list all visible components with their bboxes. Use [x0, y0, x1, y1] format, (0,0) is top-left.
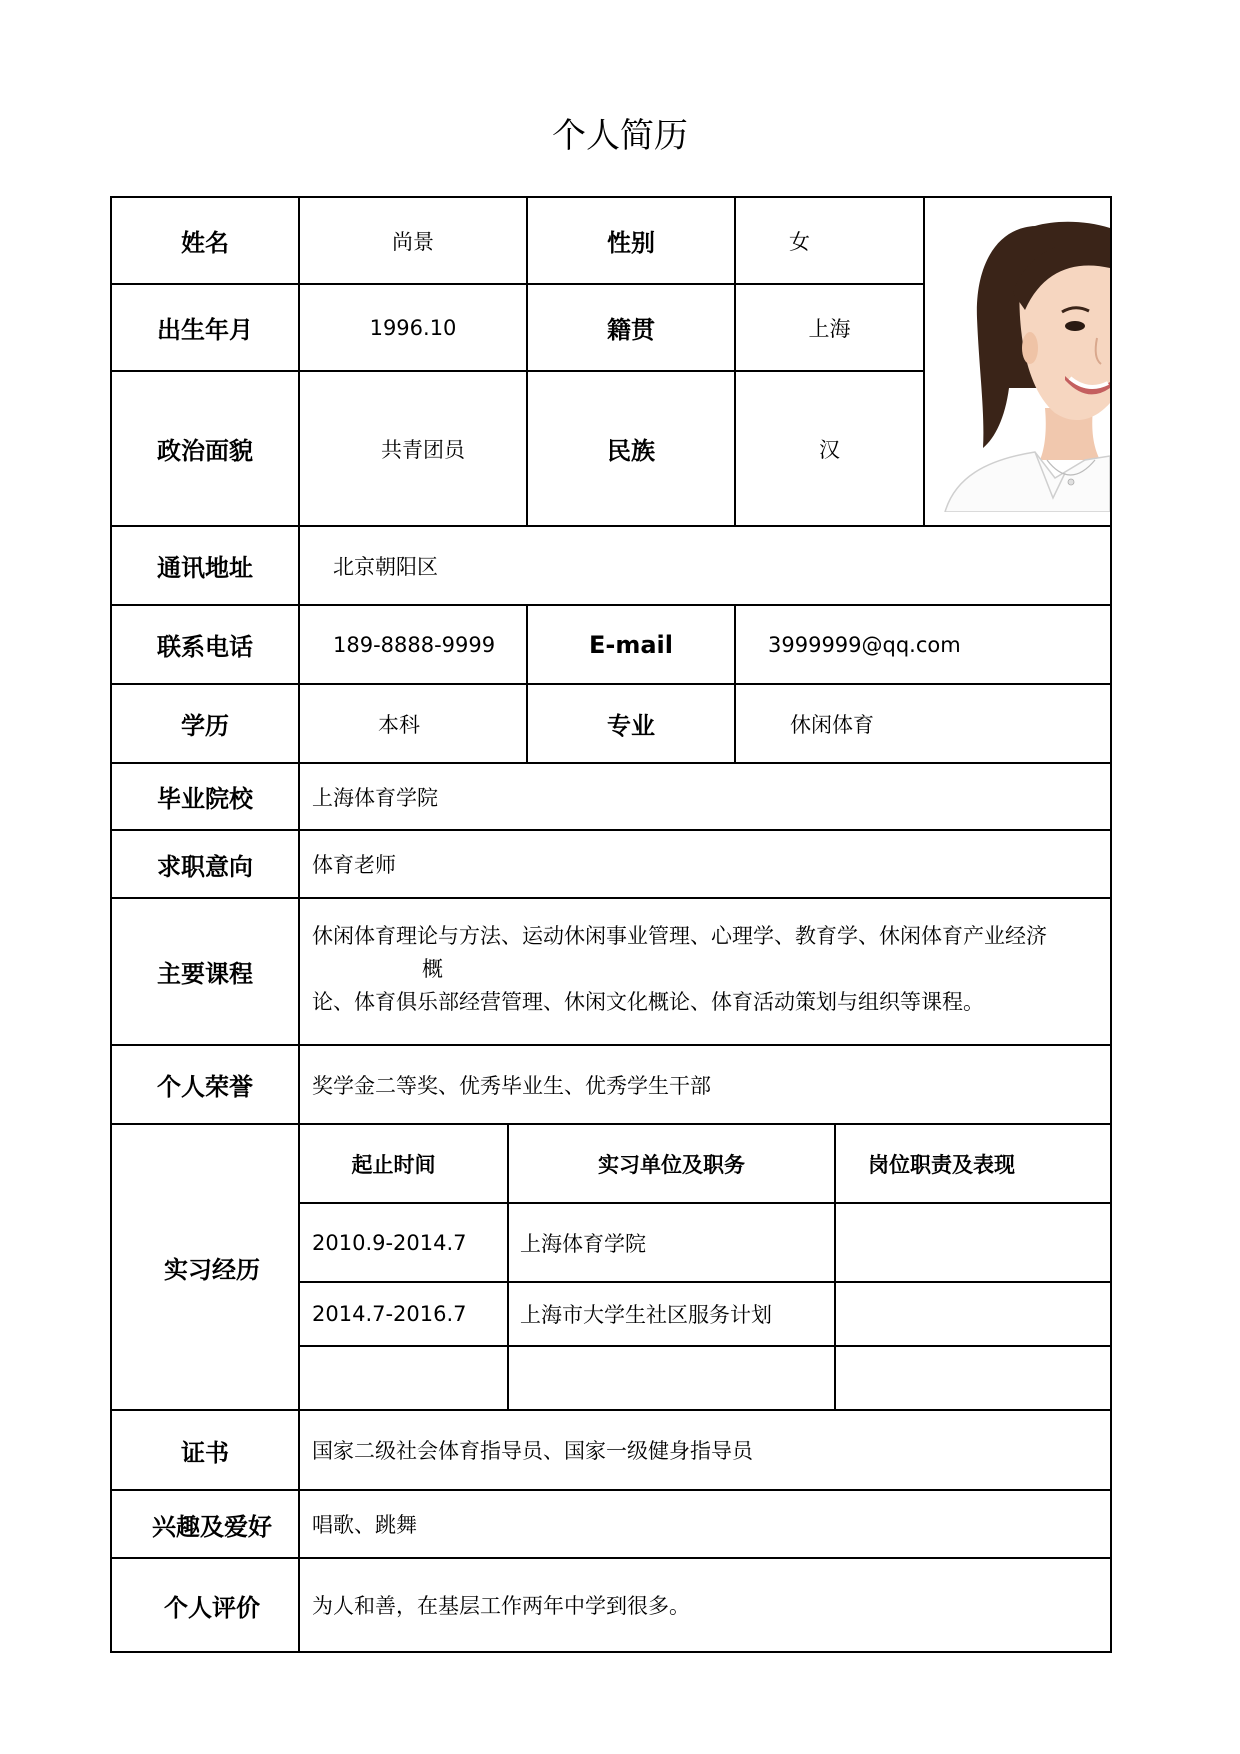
political-value: 共青团员	[381, 437, 465, 462]
birth-label: 出生年月	[157, 316, 253, 344]
internship-duties	[846, 1283, 1110, 1345]
internship-header-duties: 岗位职责及表现	[868, 1152, 1015, 1177]
school-label: 毕业院校	[157, 785, 253, 813]
profile-photo	[925, 198, 1110, 512]
internship-duties	[846, 1347, 1110, 1409]
major-label: 专业	[607, 712, 655, 740]
courses-value	[312, 920, 1108, 1019]
internship-header-period: 起止时间	[351, 1152, 436, 1177]
address-value: 北京朝阳区	[333, 554, 438, 579]
name-label: 姓名	[181, 229, 229, 257]
internship-unit	[520, 1347, 834, 1409]
internship-duties	[846, 1204, 1110, 1281]
row-line	[110, 1651, 1112, 1653]
courses-line: 概	[422, 957, 443, 981]
major-value: 休闲体育	[790, 712, 874, 737]
certificates-label: 证书	[181, 1438, 229, 1467]
native-place-label: 籍贯	[607, 316, 655, 344]
internship-period	[312, 1347, 507, 1409]
objective-label: 求职意向	[157, 852, 253, 881]
label-column-divider	[298, 196, 300, 1653]
internship-period: 2014.7-2016.7	[312, 1302, 467, 1326]
ethnicity-value: 汉	[819, 437, 840, 462]
honors-value: 奖学金二等奖、优秀毕业生、优秀学生干部	[312, 1073, 711, 1098]
birth-value: 1996.10	[369, 315, 457, 340]
email-value: 3999999@qq.com	[768, 632, 961, 657]
honors-label: 个人荣誉	[157, 1073, 253, 1101]
hobbies-label: 兴趣及爱好	[152, 1512, 272, 1541]
courses-line: 论、体育俱乐部经营管理、休闲文化概论、体育活动策划与组织等课程。	[312, 990, 984, 1014]
internship-period: 2010.9-2014.7	[312, 1230, 467, 1255]
education-value: 本科	[378, 712, 420, 737]
courses-line: 休闲体育理论与方法、运动休闲事业管理、心理学、教育学、休闲体育产业经济	[312, 924, 1047, 948]
evaluation-value: 为人和善，在基层工作两年中学到很多。	[312, 1594, 690, 1618]
internship-unit: 上海体育学院	[520, 1231, 646, 1256]
portrait-image	[925, 198, 1110, 512]
column-line	[734, 604, 736, 764]
hobbies-value: 唱歌、跳舞	[312, 1513, 417, 1537]
email-label: E-mail	[588, 630, 673, 659]
internship-label: 实习经历	[164, 1255, 260, 1284]
internship-unit: 上海市大学生社区服务计划	[520, 1303, 772, 1327]
native-place-value: 上海	[808, 316, 851, 341]
objective-value: 体育老师	[312, 853, 396, 877]
political-label: 政治面貌	[157, 437, 253, 465]
certificates-value: 国家二级社会体育指导员、国家一级健身指导员	[312, 1439, 753, 1463]
name-value: 尚景	[392, 229, 434, 254]
education-label: 学历	[181, 712, 229, 740]
gender-value: 女	[789, 229, 810, 254]
page-title: 个人简历	[552, 116, 688, 156]
internship-header-unit: 实习单位及职务	[598, 1152, 745, 1177]
evaluation-label: 个人评价	[164, 1593, 260, 1622]
gender-label: 性别	[607, 229, 655, 257]
phone-value: 189-8888-9999	[333, 632, 496, 657]
courses-label: 主要课程	[157, 960, 253, 988]
address-label: 通讯地址	[157, 554, 253, 582]
school-value: 上海体育学院	[312, 785, 438, 810]
phone-label: 联系电话	[157, 633, 253, 661]
ethnicity-label: 民族	[607, 437, 655, 465]
table-border-right	[1110, 196, 1112, 1653]
